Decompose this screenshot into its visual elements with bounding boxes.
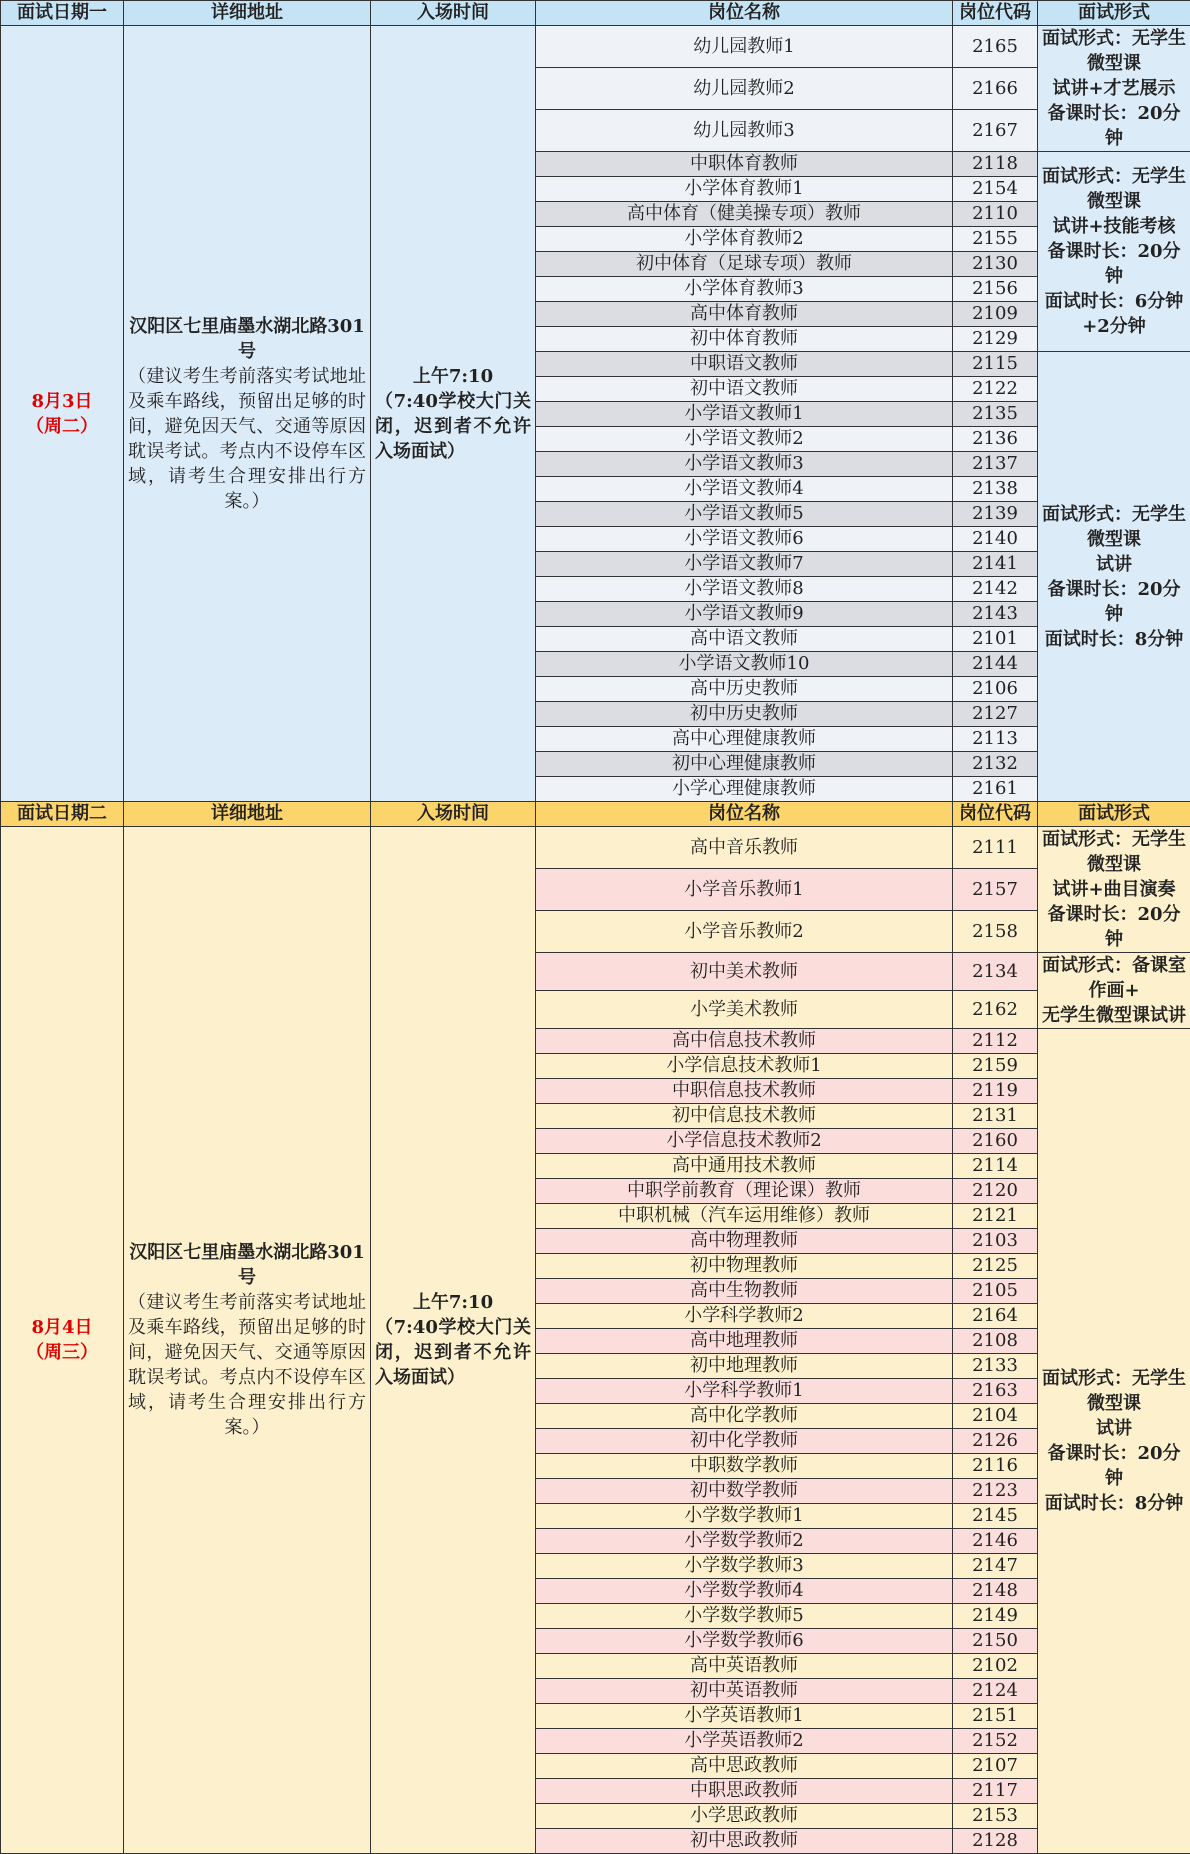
position-name: 小学数学教师1 xyxy=(536,1504,953,1529)
interview-form-line: 面试时长：6分钟+2分钟 xyxy=(1042,289,1186,339)
interview-form-cell xyxy=(1038,953,1190,1029)
position-name: 高中体育（健美操专项）教师 xyxy=(536,202,953,227)
position-code: 2138 xyxy=(953,477,1038,502)
position-name: 小学科学教师2 xyxy=(536,1304,953,1329)
position-code: 2157 xyxy=(953,869,1038,911)
interview-form-line: 面试形式：无学生微型课 xyxy=(1042,827,1186,877)
position-name: 幼儿园教师3 xyxy=(536,110,953,152)
position-code: 2123 xyxy=(953,1479,1038,1504)
position-name: 小学语文教师10 xyxy=(536,652,953,677)
entry-time-note: （7:40学校大门关闭，迟到者不允许入场面试） xyxy=(375,389,531,464)
interview-date: 8月3日 xyxy=(5,389,119,414)
header-address: 详细地址 xyxy=(124,802,371,827)
position-name: 高中语文教师 xyxy=(536,627,953,652)
interview-form-line: 试讲+曲目演奏 xyxy=(1042,877,1186,902)
position-name: 小学心理健康教师 xyxy=(536,777,953,802)
position-code: 2142 xyxy=(953,577,1038,602)
interview-form-line: 备课时长：20分钟 xyxy=(1042,239,1186,289)
position-code: 2132 xyxy=(953,752,1038,777)
header-position: 岗位名称 xyxy=(536,1,953,26)
address-cell xyxy=(124,827,371,1854)
header-form: 面试形式 xyxy=(1038,1,1190,26)
position-name: 初中物理教师 xyxy=(536,1254,953,1279)
interview-weekday: （周二） xyxy=(5,414,119,439)
position-name: 高中地理教师 xyxy=(536,1329,953,1354)
position-name: 初中体育（足球专项）教师 xyxy=(536,252,953,277)
position-name: 小学语文教师3 xyxy=(536,452,953,477)
position-code: 2153 xyxy=(953,1804,1038,1829)
position-code: 2156 xyxy=(953,277,1038,302)
interview-form-line: 面试形式：无学生微型课 xyxy=(1042,1366,1186,1416)
position-code: 2140 xyxy=(953,527,1038,552)
position-code: 2166 xyxy=(953,68,1038,110)
position-code: 2110 xyxy=(953,202,1038,227)
position-name: 初中思政教师 xyxy=(536,1829,953,1854)
header-time: 入场时间 xyxy=(371,1,536,26)
position-name: 高中历史教师 xyxy=(536,677,953,702)
position-code: 2102 xyxy=(953,1654,1038,1679)
position-name: 高中信息技术教师 xyxy=(536,1029,953,1054)
position-name: 小学语文教师1 xyxy=(536,402,953,427)
position-code: 2167 xyxy=(953,110,1038,152)
day2-section xyxy=(1,802,1190,1854)
position-name: 小学数学教师2 xyxy=(536,1529,953,1554)
position-code: 2135 xyxy=(953,402,1038,427)
position-name: 高中英语教师 xyxy=(536,1654,953,1679)
position-code: 2116 xyxy=(953,1454,1038,1479)
position-code: 2160 xyxy=(953,1129,1038,1154)
position-name: 高中化学教师 xyxy=(536,1404,953,1429)
table-row xyxy=(1,26,1190,68)
position-name: 小学音乐教师2 xyxy=(536,911,953,953)
position-code: 2108 xyxy=(953,1329,1038,1354)
address-cell xyxy=(124,26,371,802)
position-name: 小学语文教师6 xyxy=(536,527,953,552)
position-name: 小学语文教师9 xyxy=(536,602,953,627)
interview-form-cell xyxy=(1038,352,1190,802)
table-row xyxy=(1,827,1190,869)
position-name: 初中美术教师 xyxy=(536,953,953,991)
interview-form-line: 试讲+才艺展示 xyxy=(1042,76,1186,101)
position-code: 2159 xyxy=(953,1054,1038,1079)
interview-form-line: 备课时长：20分钟 xyxy=(1042,902,1186,952)
position-code: 2111 xyxy=(953,827,1038,869)
position-name: 高中物理教师 xyxy=(536,1229,953,1254)
interview-form-cell xyxy=(1038,152,1190,352)
position-name: 小学数学教师3 xyxy=(536,1554,953,1579)
day1-header-row xyxy=(1,1,1190,26)
interview-form-line: 备课时长：20分钟 xyxy=(1042,101,1186,151)
header-time: 入场时间 xyxy=(371,802,536,827)
header-code: 岗位代码 xyxy=(953,802,1038,827)
interview-form-line: 无学生微型课试讲 xyxy=(1042,1003,1186,1028)
position-name: 小学语文教师2 xyxy=(536,427,953,452)
interview-form-line: 试讲+技能考核 xyxy=(1042,214,1186,239)
position-name: 中职思政教师 xyxy=(536,1779,953,1804)
position-code: 2144 xyxy=(953,652,1038,677)
position-name: 高中心理健康教师 xyxy=(536,727,953,752)
position-name: 小学音乐教师1 xyxy=(536,869,953,911)
position-name: 小学语文教师7 xyxy=(536,552,953,577)
position-code: 2158 xyxy=(953,911,1038,953)
position-code: 2119 xyxy=(953,1079,1038,1104)
position-code: 2152 xyxy=(953,1729,1038,1754)
interview-date-cell xyxy=(1,26,124,802)
day1-section xyxy=(1,1,1190,802)
position-code: 2122 xyxy=(953,377,1038,402)
position-name: 小学信息技术教师1 xyxy=(536,1054,953,1079)
position-code: 2125 xyxy=(953,1254,1038,1279)
position-code: 2133 xyxy=(953,1354,1038,1379)
position-name: 高中体育教师 xyxy=(536,302,953,327)
address-note: （建议考生考前落实考试地址及乘车路线，预留出足够的时间，避免因天气、交通等原因耽误考试。考点内不设停车区域，请考生合理安排出行方案。） xyxy=(128,364,366,514)
position-code: 2131 xyxy=(953,1104,1038,1129)
position-code: 2146 xyxy=(953,1529,1038,1554)
interview-date: 8月4日 xyxy=(5,1315,119,1340)
header-address: 详细地址 xyxy=(124,1,371,26)
position-code: 2161 xyxy=(953,777,1038,802)
position-name: 中职机械（汽车运用维修）教师 xyxy=(536,1204,953,1229)
interview-form-line: 试讲 xyxy=(1042,1416,1186,1441)
position-name: 初中语文教师 xyxy=(536,377,953,402)
position-code: 2164 xyxy=(953,1304,1038,1329)
position-name: 初中英语教师 xyxy=(536,1679,953,1704)
position-name: 初中信息技术教师 xyxy=(536,1104,953,1129)
interview-form-line: 面试形式：无学生微型课 xyxy=(1042,164,1186,214)
position-code: 2107 xyxy=(953,1754,1038,1779)
position-code: 2136 xyxy=(953,427,1038,452)
position-name: 小学数学教师6 xyxy=(536,1629,953,1654)
position-code: 2115 xyxy=(953,352,1038,377)
position-name: 小学体育教师3 xyxy=(536,277,953,302)
header-date: 面试日期一 xyxy=(1,1,124,26)
position-name: 幼儿园教师2 xyxy=(536,68,953,110)
interview-form-cell xyxy=(1038,26,1190,152)
position-code: 2103 xyxy=(953,1229,1038,1254)
position-name: 初中心理健康教师 xyxy=(536,752,953,777)
position-name: 高中通用技术教师 xyxy=(536,1154,953,1179)
position-name: 高中思政教师 xyxy=(536,1754,953,1779)
position-name: 中职学前教育（理论课）教师 xyxy=(536,1179,953,1204)
position-code: 2155 xyxy=(953,227,1038,252)
position-name: 小学信息技术教师2 xyxy=(536,1129,953,1154)
header-date: 面试日期二 xyxy=(1,802,124,827)
interview-date-cell xyxy=(1,827,124,1854)
position-code: 2162 xyxy=(953,991,1038,1029)
position-code: 2117 xyxy=(953,1779,1038,1804)
position-name: 中职语文教师 xyxy=(536,352,953,377)
position-code: 2129 xyxy=(953,327,1038,352)
position-name: 小学英语教师1 xyxy=(536,1704,953,1729)
interview-form-cell xyxy=(1038,1029,1190,1854)
position-code: 2124 xyxy=(953,1679,1038,1704)
header-position: 岗位名称 xyxy=(536,802,953,827)
position-name: 小学美术教师 xyxy=(536,991,953,1029)
position-code: 2127 xyxy=(953,702,1038,727)
position-name: 高中生物教师 xyxy=(536,1279,953,1304)
position-code: 2134 xyxy=(953,953,1038,991)
position-code: 2139 xyxy=(953,502,1038,527)
position-code: 2104 xyxy=(953,1404,1038,1429)
position-name: 幼儿园教师1 xyxy=(536,26,953,68)
address-text: 汉阳区七里庙墨水湖北路301号 xyxy=(128,314,366,364)
position-name: 初中地理教师 xyxy=(536,1354,953,1379)
position-name: 小学思政教师 xyxy=(536,1804,953,1829)
entry-time: 上午7:10 xyxy=(375,1290,531,1315)
interview-form-line: 面试形式：无学生微型课 xyxy=(1042,26,1186,76)
position-code: 2112 xyxy=(953,1029,1038,1054)
position-name: 高中音乐教师 xyxy=(536,827,953,869)
interview-form-line: 面试形式：无学生微型课 xyxy=(1042,502,1186,552)
header-code: 岗位代码 xyxy=(953,1,1038,26)
position-name: 小学体育教师1 xyxy=(536,177,953,202)
position-code: 2145 xyxy=(953,1504,1038,1529)
position-name: 小学语文教师5 xyxy=(536,502,953,527)
interview-weekday: （周三） xyxy=(5,1340,119,1365)
position-name: 初中化学教师 xyxy=(536,1429,953,1454)
position-name: 小学数学教师4 xyxy=(536,1579,953,1604)
position-code: 2150 xyxy=(953,1629,1038,1654)
position-name: 初中历史教师 xyxy=(536,702,953,727)
position-code: 2143 xyxy=(953,602,1038,627)
position-name: 小学科学教师1 xyxy=(536,1379,953,1404)
position-code: 2113 xyxy=(953,727,1038,752)
position-code: 2120 xyxy=(953,1179,1038,1204)
interview-form-line: 面试时长：8分钟 xyxy=(1042,1491,1186,1516)
position-name: 小学语文教师8 xyxy=(536,577,953,602)
interview-form-line: 试讲 xyxy=(1042,552,1186,577)
position-code: 2163 xyxy=(953,1379,1038,1404)
position-name: 小学体育教师2 xyxy=(536,227,953,252)
position-code: 2128 xyxy=(953,1829,1038,1854)
position-code: 2118 xyxy=(953,152,1038,177)
interview-form-line: 面试形式：备课室作画+ xyxy=(1042,953,1186,1003)
position-code: 2147 xyxy=(953,1554,1038,1579)
position-code: 2130 xyxy=(953,252,1038,277)
position-name: 中职数学教师 xyxy=(536,1454,953,1479)
entry-time-cell xyxy=(371,827,536,1854)
position-code: 2154 xyxy=(953,177,1038,202)
position-name: 小学英语教师2 xyxy=(536,1729,953,1754)
position-code: 2109 xyxy=(953,302,1038,327)
position-code: 2151 xyxy=(953,1704,1038,1729)
interview-form-line: 备课时长：20分钟 xyxy=(1042,1441,1186,1491)
position-code: 2148 xyxy=(953,1579,1038,1604)
position-name: 小学数学教师5 xyxy=(536,1604,953,1629)
interview-form-line: 面试时长：8分钟 xyxy=(1042,627,1186,652)
position-code: 2165 xyxy=(953,26,1038,68)
interview-form-line: 备课时长：20分钟 xyxy=(1042,577,1186,627)
position-code: 2105 xyxy=(953,1279,1038,1304)
position-name: 小学语文教师4 xyxy=(536,477,953,502)
position-name: 初中体育教师 xyxy=(536,327,953,352)
position-code: 2126 xyxy=(953,1429,1038,1454)
address-note: （建议考生考前落实考试地址及乘车路线，预留出足够的时间，避免因天气、交通等原因耽误考试。考点内不设停车区域，请考生合理安排出行方案。） xyxy=(128,1290,366,1440)
entry-time: 上午7:10 xyxy=(375,364,531,389)
address-text: 汉阳区七里庙墨水湖北路301号 xyxy=(128,1240,366,1290)
position-name: 初中数学教师 xyxy=(536,1479,953,1504)
position-code: 2106 xyxy=(953,677,1038,702)
interview-form-cell xyxy=(1038,827,1190,953)
position-code: 2121 xyxy=(953,1204,1038,1229)
position-code: 2114 xyxy=(953,1154,1038,1179)
entry-time-note: （7:40学校大门关闭，迟到者不允许入场面试） xyxy=(375,1315,531,1390)
position-code: 2141 xyxy=(953,552,1038,577)
position-code: 2101 xyxy=(953,627,1038,652)
position-code: 2149 xyxy=(953,1604,1038,1629)
position-name: 中职信息技术教师 xyxy=(536,1079,953,1104)
position-code: 2137 xyxy=(953,452,1038,477)
position-name: 中职体育教师 xyxy=(536,152,953,177)
header-form: 面试形式 xyxy=(1038,802,1190,827)
entry-time-cell xyxy=(371,26,536,802)
day2-header-row xyxy=(1,802,1190,827)
